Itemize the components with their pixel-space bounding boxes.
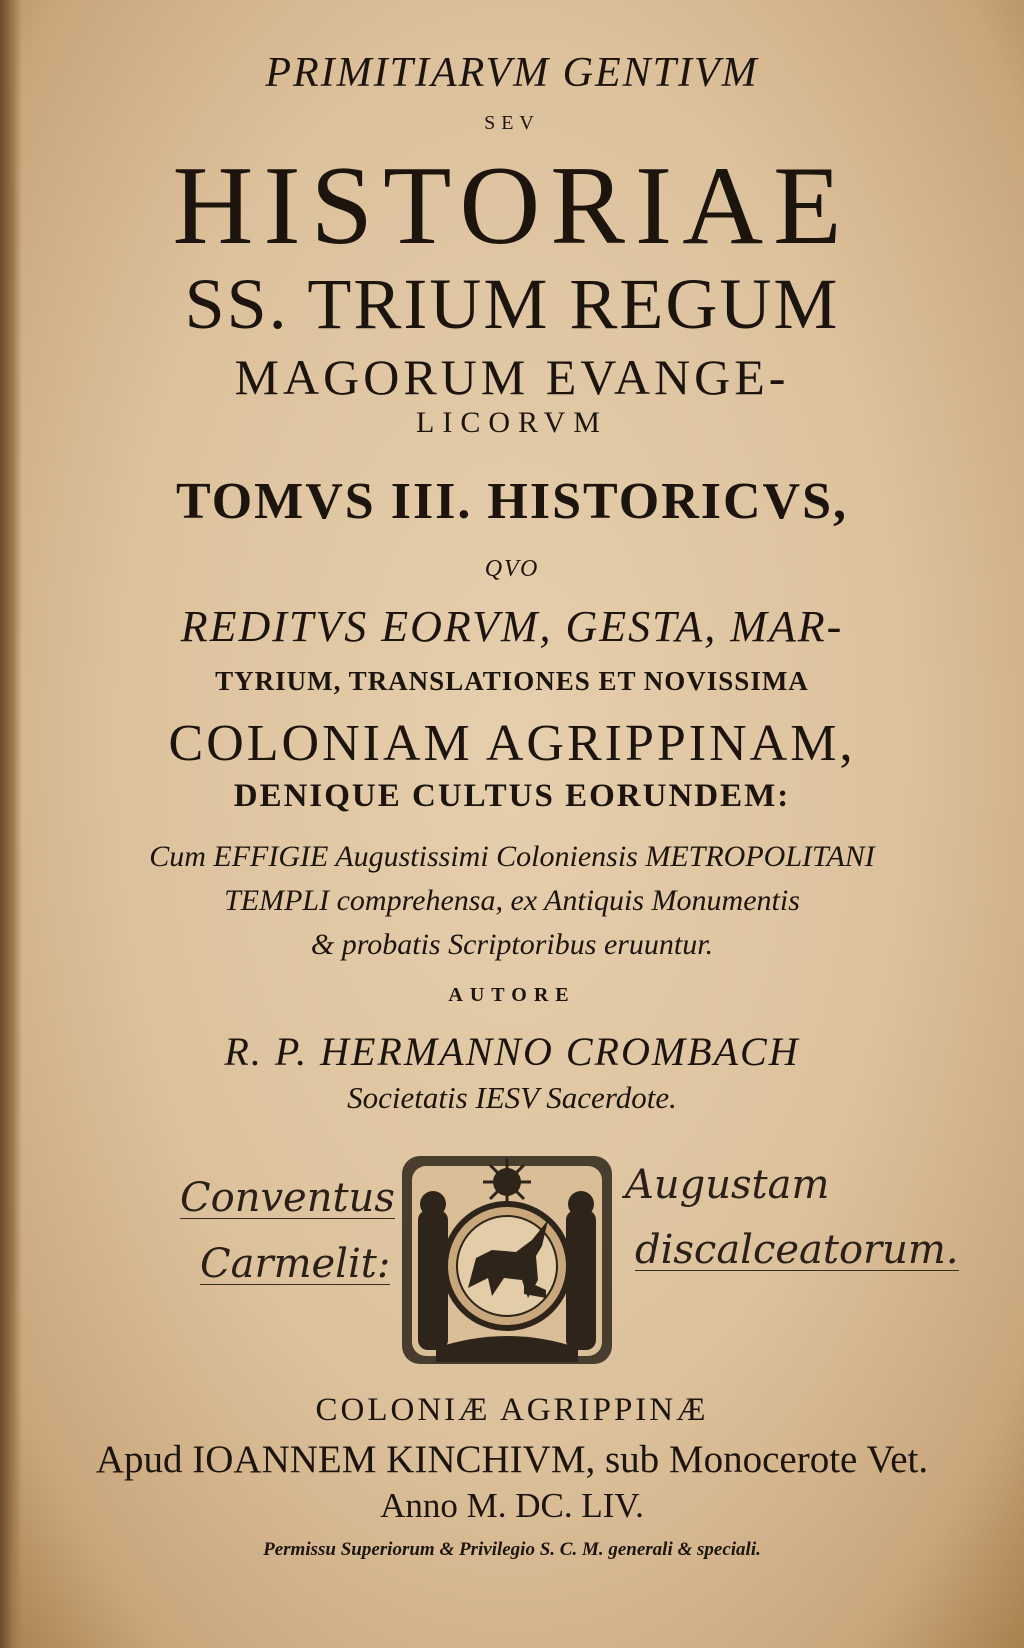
handwritten-note-augustam: Augustam xyxy=(625,1162,830,1208)
title-line-primitiarum: PRIMITIARVM GENTIVM xyxy=(265,50,759,96)
title-line-societatis: Societatis IESV Sacerdote. xyxy=(347,1080,677,1115)
title-line-reditus: REDITVS EORVM, GESTA, MAR- xyxy=(180,602,844,651)
handwritten-note-discalceatorum: discalceatorum. xyxy=(635,1227,959,1273)
imprint-year: Anno M. DC. LIV. xyxy=(380,1486,644,1525)
title-line-autore: AUTORE xyxy=(448,984,576,1006)
unicorn-printers-mark-icon xyxy=(396,1148,618,1370)
title-line-effigie: Cum EFFIGIE Augustissimi Coloniensis METROPOLITANI xyxy=(149,840,875,873)
imprint-publisher: Apud IOANNEM KINCHIVM, sub Monocerote Vet. xyxy=(95,1438,929,1481)
title-line-denique: DENIQUE CULTUS EORUNDEM: xyxy=(233,778,791,814)
title-line-templi: TEMPLI comprehensa, ex Antiquis Monumentis xyxy=(224,884,800,917)
title-line-coloniam: COLONIAM AGRIPPINAM, xyxy=(168,715,856,772)
imprint-place: COLONIÆ AGRIPPINÆ xyxy=(315,1392,709,1428)
title-line-trium-regum: SS. TRIUM REGUM xyxy=(184,264,840,344)
title-line-tomus: TOMVS III. HISTORICVS, xyxy=(175,473,849,530)
handwritten-note-carmelit: Carmelit: xyxy=(200,1241,391,1287)
title-line-tyrium: TYRIUM, TRANSLATIONES ET NOVISSIMA xyxy=(215,666,809,696)
title-line-licorum: LICORVM xyxy=(416,406,608,439)
title-line-probatis: & probatis Scriptoribus eruuntur. xyxy=(310,928,714,961)
title-line-historiae: HISTORIAE xyxy=(172,144,852,268)
imprint-privilege: Permissu Superiorum & Privilegio S. C. M. generali & speciali. xyxy=(263,1539,761,1560)
handwritten-note-conventus: Conventus xyxy=(180,1175,395,1221)
title-line-magorum: MAGORUM EVANGE- xyxy=(234,349,790,405)
title-line-seu: SEV xyxy=(484,112,540,134)
title-line-quo: QVO xyxy=(484,556,540,582)
title-line-author-name: R. P. HERMANNO CROMBACH xyxy=(224,1029,800,1074)
